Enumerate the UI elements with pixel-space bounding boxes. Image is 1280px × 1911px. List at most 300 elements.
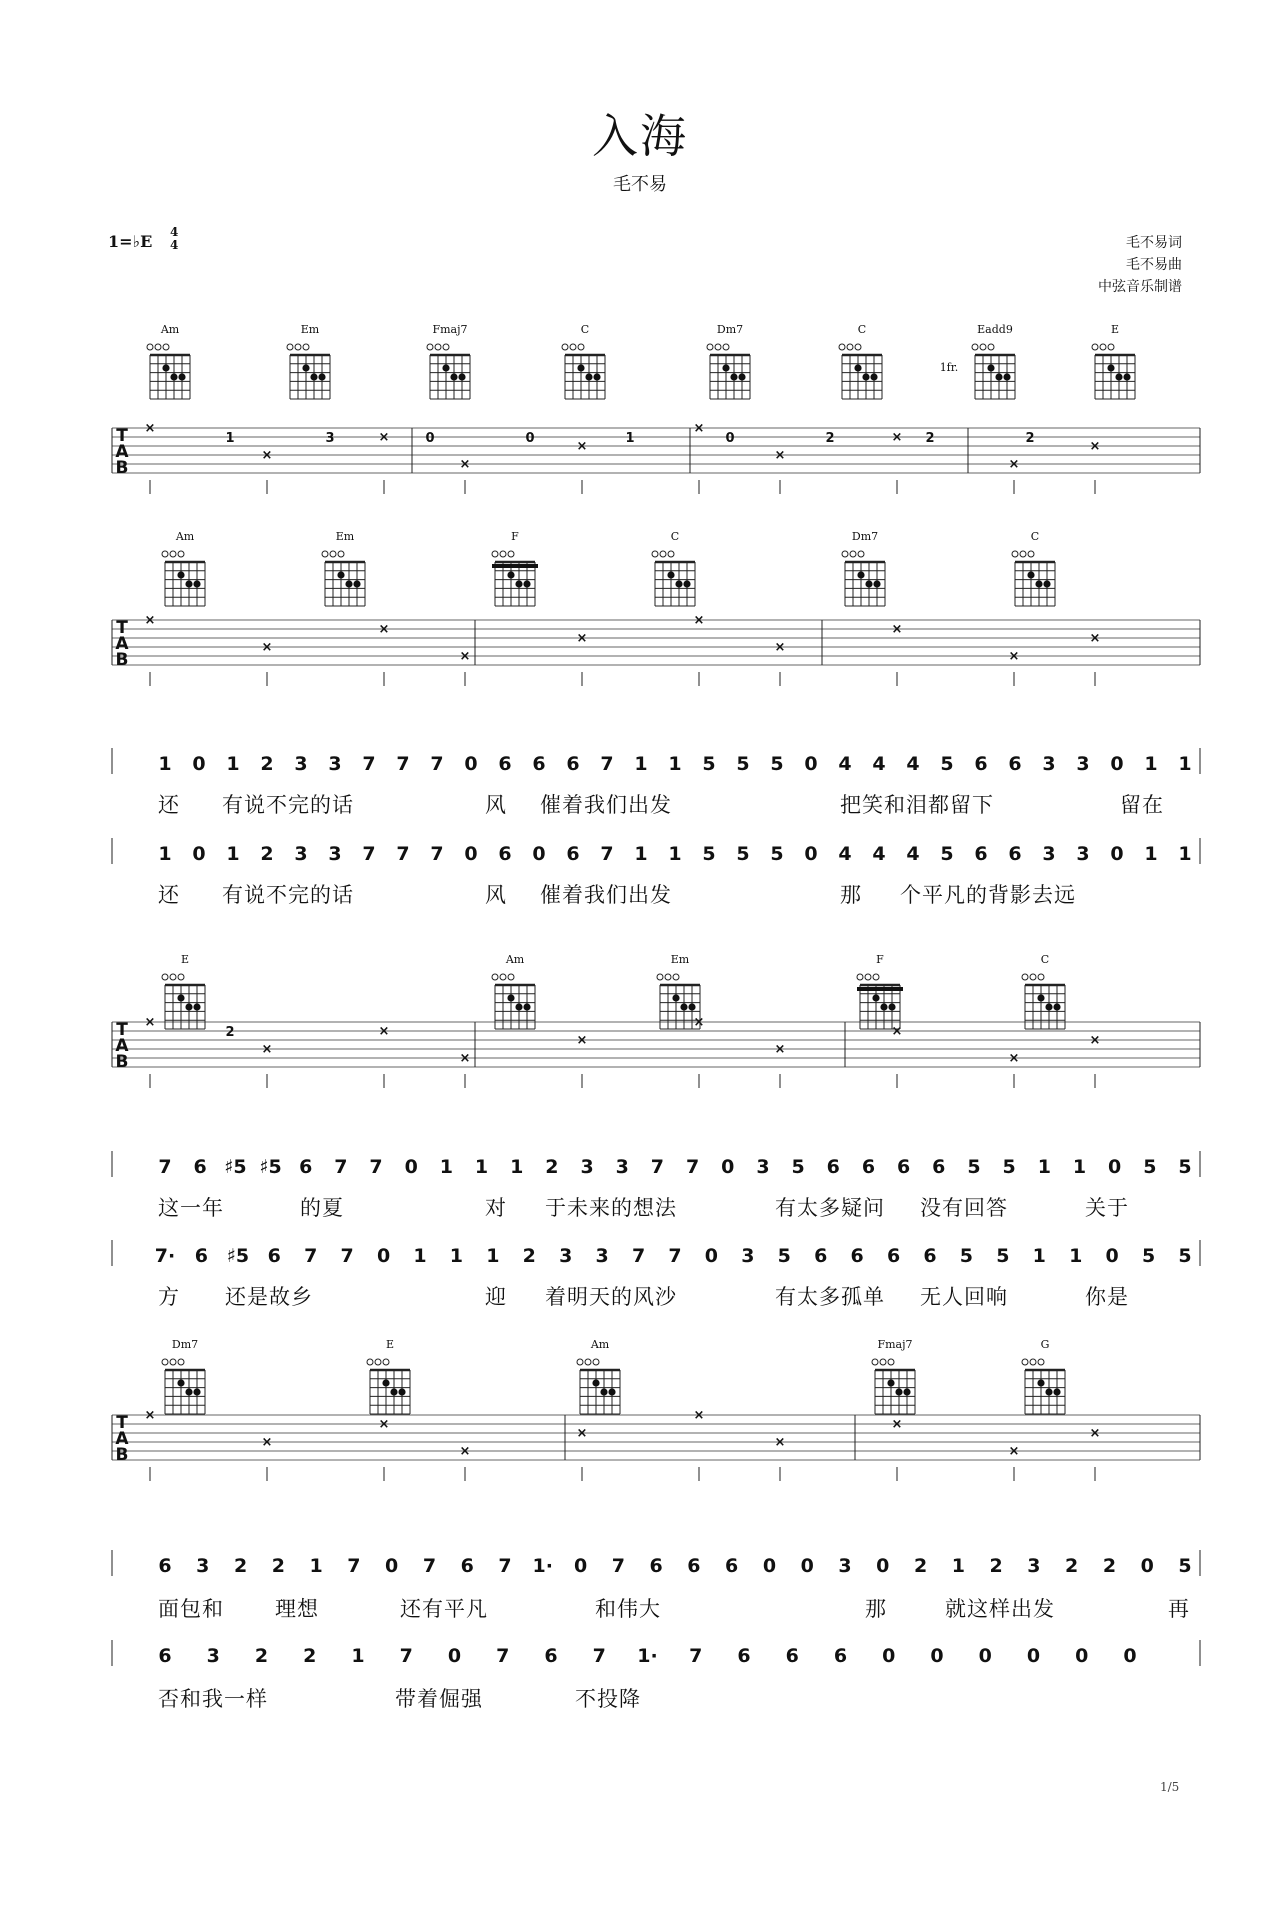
lyric-text: 把笑和泪都留下 bbox=[840, 793, 994, 817]
jianpu-note: 1 bbox=[1178, 843, 1192, 865]
jianpu-note: 4 bbox=[872, 753, 886, 775]
open-string-mark bbox=[1022, 1359, 1028, 1365]
finger-dot bbox=[722, 364, 729, 371]
chord-diagram bbox=[147, 323, 190, 399]
jianpu-note: 7 bbox=[600, 753, 614, 775]
open-string-mark bbox=[147, 344, 153, 350]
chord-diagram bbox=[857, 953, 903, 1029]
jianpu-note: 5 bbox=[1178, 1555, 1192, 1577]
chord-diagram bbox=[562, 323, 605, 399]
chord-name: Em bbox=[335, 530, 355, 543]
finger-dot bbox=[515, 1003, 522, 1010]
chord-diagram bbox=[1092, 323, 1135, 399]
jianpu-note: 0 bbox=[532, 843, 546, 865]
lyric-text: 催着我们出发 bbox=[540, 793, 672, 817]
open-string-mark bbox=[1092, 344, 1098, 350]
jianpu-note: 0 bbox=[1105, 1245, 1119, 1267]
tab-note: × bbox=[576, 1426, 588, 1441]
jianpu-note: 3 bbox=[615, 1156, 629, 1178]
lyrics-row2-line1 bbox=[158, 793, 1164, 817]
jianpu-note: 7 bbox=[369, 1156, 383, 1178]
open-string-mark bbox=[162, 1359, 168, 1365]
jianpu-note: 0 bbox=[1026, 1645, 1041, 1667]
jianpu-note: 1 bbox=[1178, 753, 1192, 775]
open-string-mark bbox=[972, 344, 978, 350]
lyric-text: 迎 bbox=[485, 1285, 507, 1309]
open-string-mark bbox=[1012, 551, 1018, 557]
tab-note: × bbox=[891, 1417, 903, 1432]
open-string-mark bbox=[980, 344, 986, 350]
tab-clef-t: T bbox=[116, 1020, 128, 1040]
lyric-text: 理想 bbox=[275, 1597, 319, 1621]
jianpu-note: 1 bbox=[1144, 843, 1158, 865]
open-string-mark bbox=[1022, 974, 1028, 980]
jianpu-note: 1 bbox=[634, 753, 648, 775]
jianpu-note: 3 bbox=[328, 843, 342, 865]
notation-row3-line1 bbox=[112, 1151, 1200, 1178]
lyric-text: 这一年 bbox=[158, 1196, 224, 1220]
open-string-mark bbox=[673, 974, 679, 980]
key-signature: 1=♭E bbox=[108, 232, 153, 251]
lyric-text: 再 bbox=[1168, 1597, 1190, 1621]
finger-dot bbox=[337, 571, 344, 578]
lyric-text: 有说不完的话 bbox=[222, 883, 354, 907]
chord-name: Dm7 bbox=[851, 530, 879, 543]
tab-note: × bbox=[774, 640, 786, 655]
lyric-text: 的夏 bbox=[300, 1196, 344, 1220]
finger-dot bbox=[1053, 1388, 1060, 1395]
tab-clef-t: T bbox=[116, 1413, 128, 1433]
jianpu-note: 5 bbox=[791, 1156, 805, 1178]
finger-dot bbox=[887, 1379, 894, 1386]
tab-note: × bbox=[144, 613, 156, 628]
jianpu-note: 1 bbox=[486, 1245, 500, 1267]
jianpu-note: 3 bbox=[559, 1245, 573, 1267]
lyrics-row4-line1 bbox=[158, 1597, 1190, 1621]
finger-dot bbox=[398, 1388, 405, 1395]
chord-name: Dm7 bbox=[716, 323, 744, 336]
jianpu-note: 5 bbox=[1143, 1156, 1157, 1178]
finger-dot bbox=[170, 373, 177, 380]
lyric-text: 还有平凡 bbox=[400, 1597, 488, 1621]
finger-dot bbox=[593, 373, 600, 380]
tab-digit: 0 bbox=[425, 431, 435, 446]
open-string-mark bbox=[162, 974, 168, 980]
lyrics-row2-line2 bbox=[158, 883, 1076, 907]
lyric-text: 和伟大 bbox=[595, 1597, 661, 1621]
lyricist-credit: 毛不易词 bbox=[1126, 235, 1182, 251]
jianpu-note: 3 bbox=[196, 1555, 210, 1577]
jianpu-note: 6 bbox=[498, 843, 512, 865]
jianpu-note: 7 bbox=[362, 843, 376, 865]
lyric-text: 风 bbox=[485, 793, 507, 817]
jianpu-note: 7 bbox=[396, 753, 410, 775]
finger-dot bbox=[738, 373, 745, 380]
lyric-text: 方 bbox=[158, 1285, 180, 1309]
finger-dot bbox=[310, 373, 317, 380]
lyric-text: 不投降 bbox=[575, 1687, 641, 1711]
jianpu-note: 6 bbox=[897, 1156, 911, 1178]
lyrics-row3-line1 bbox=[158, 1196, 1129, 1220]
chord-name: Am bbox=[160, 323, 180, 336]
lyric-text: 你是 bbox=[1085, 1285, 1129, 1309]
open-string-mark bbox=[839, 344, 845, 350]
finger-dot bbox=[577, 364, 584, 371]
jianpu-note: 3 bbox=[328, 753, 342, 775]
finger-dot bbox=[903, 1388, 910, 1395]
tab-digit: 3 bbox=[325, 431, 335, 446]
tab-note: × bbox=[261, 1042, 273, 1057]
tab-staff bbox=[112, 421, 1200, 494]
finger-dot bbox=[507, 994, 514, 1001]
tab-clef-b: B bbox=[115, 1445, 129, 1465]
lyrics-row3-line2 bbox=[158, 1285, 1129, 1309]
lyric-text: 有说不完的话 bbox=[222, 793, 354, 817]
jianpu-note: 7 bbox=[631, 1245, 646, 1267]
finger-dot bbox=[318, 373, 325, 380]
jianpu-note: 7 bbox=[399, 1645, 413, 1667]
jianpu-note: 0 bbox=[762, 1555, 777, 1577]
lyric-text: 有太多疑问 bbox=[775, 1196, 885, 1220]
jianpu-note: 4 bbox=[838, 753, 852, 775]
open-string-mark bbox=[500, 551, 506, 557]
tab-digit: 0 bbox=[725, 431, 735, 446]
jianpu-note: 6 bbox=[267, 1245, 281, 1267]
open-string-mark bbox=[322, 551, 328, 557]
jianpu-note: 0 bbox=[800, 1555, 814, 1577]
finger-dot bbox=[302, 364, 309, 371]
chord-diagram bbox=[492, 530, 538, 606]
jianpu-note: 4 bbox=[838, 843, 852, 865]
open-string-mark bbox=[1038, 974, 1044, 980]
jianpu-note: 2 bbox=[1065, 1555, 1079, 1577]
jianpu-note: 6 bbox=[1008, 753, 1022, 775]
open-string-mark bbox=[1038, 1359, 1044, 1365]
open-string-mark bbox=[665, 974, 671, 980]
open-string-mark bbox=[858, 551, 864, 557]
open-string-mark bbox=[500, 974, 506, 980]
time-signature-top: 4 bbox=[170, 225, 179, 239]
chord-name: C bbox=[580, 323, 590, 336]
tab-note: × bbox=[774, 448, 786, 463]
tab-note: × bbox=[891, 622, 903, 637]
jianpu-note: 2 bbox=[913, 1555, 928, 1577]
jianpu-note: 6 bbox=[974, 753, 988, 775]
jianpu-note: 6 bbox=[158, 1645, 172, 1667]
jianpu-note: 3 bbox=[595, 1245, 609, 1267]
lyric-text: 催着我们出发 bbox=[540, 883, 672, 907]
notation-row2-line2 bbox=[112, 838, 1200, 865]
jianpu-note: 3 bbox=[741, 1245, 755, 1267]
jianpu-note: 5 bbox=[702, 843, 716, 865]
open-string-mark bbox=[1030, 1359, 1036, 1365]
jianpu-note: 1 bbox=[1069, 1245, 1083, 1267]
jianpu-note: 1 bbox=[309, 1555, 323, 1577]
jianpu-note: 3 bbox=[580, 1156, 594, 1178]
finger-dot bbox=[730, 373, 737, 380]
tab-digit: 1 bbox=[625, 431, 635, 446]
jianpu-note: 6 bbox=[725, 1555, 739, 1577]
open-string-mark bbox=[715, 344, 721, 350]
jianpu-note: 7 bbox=[496, 1645, 510, 1667]
jianpu-note: 5 bbox=[959, 1245, 974, 1267]
jianpu-note: 5 bbox=[702, 753, 716, 775]
transcriber-credit: 中弦音乐制谱 bbox=[1098, 279, 1182, 295]
tab-note: × bbox=[378, 1024, 390, 1039]
jianpu-note: 6 bbox=[158, 1555, 172, 1577]
jianpu-note: 0 bbox=[1110, 843, 1124, 865]
jianpu-note: 6 bbox=[299, 1156, 313, 1178]
finger-dot bbox=[995, 373, 1002, 380]
jianpu-note: 2 bbox=[254, 1645, 269, 1667]
chord-name: C bbox=[670, 530, 680, 543]
open-string-mark bbox=[1030, 974, 1036, 980]
finger-dot bbox=[1037, 1379, 1044, 1386]
open-string-mark bbox=[338, 551, 344, 557]
open-string-mark bbox=[295, 344, 301, 350]
tab-digit: 2 bbox=[225, 1025, 235, 1040]
jianpu-note: 2 bbox=[260, 753, 274, 775]
open-string-mark bbox=[178, 1359, 184, 1365]
open-string-mark bbox=[508, 551, 514, 557]
jianpu-note: 7 bbox=[158, 1156, 172, 1178]
jianpu-note: 1 bbox=[668, 843, 682, 865]
tab-clef-b: B bbox=[115, 458, 129, 478]
tab-note: × bbox=[1089, 1033, 1101, 1048]
tab-note: × bbox=[378, 1417, 390, 1432]
tab-note: × bbox=[1008, 457, 1020, 472]
finger-dot bbox=[1035, 580, 1042, 587]
jianpu-note: 1· bbox=[637, 1645, 658, 1667]
jianpu-note: 5 bbox=[736, 753, 750, 775]
jianpu-note: 7 bbox=[422, 1555, 437, 1577]
finger-dot bbox=[1037, 994, 1044, 1001]
jianpu-note: 1 bbox=[1072, 1156, 1087, 1178]
open-string-mark bbox=[562, 344, 568, 350]
finger-dot bbox=[1043, 580, 1050, 587]
open-string-mark bbox=[1020, 551, 1026, 557]
tab-clef-b: B bbox=[115, 650, 129, 670]
finger-dot bbox=[1115, 373, 1122, 380]
chord-diagram bbox=[367, 1338, 410, 1414]
open-string-mark bbox=[857, 974, 863, 980]
jianpu-note: 0 bbox=[192, 843, 206, 865]
tab-note: × bbox=[774, 1042, 786, 1057]
open-string-mark bbox=[872, 1359, 878, 1365]
chord-diagram bbox=[162, 530, 205, 606]
finger-dot bbox=[688, 1003, 695, 1010]
jianpu-note: 6 bbox=[1008, 843, 1022, 865]
tab-note: × bbox=[378, 430, 390, 445]
tab-note: × bbox=[693, 1408, 705, 1423]
open-string-mark bbox=[880, 1359, 886, 1365]
open-string-mark bbox=[170, 1359, 176, 1365]
open-string-mark bbox=[570, 344, 576, 350]
jianpu-note: 7 bbox=[592, 1645, 606, 1667]
tab-staff bbox=[112, 1015, 1200, 1088]
jianpu-note: 6 bbox=[932, 1156, 946, 1178]
lyric-text: 那 bbox=[865, 1597, 887, 1621]
jianpu-note: 0 bbox=[1108, 1156, 1122, 1178]
jianpu-note: 1· bbox=[532, 1555, 554, 1577]
jianpu-note: 3 bbox=[1027, 1555, 1041, 1577]
jianpu-note: 3 bbox=[294, 753, 308, 775]
jianpu-note: 6 bbox=[814, 1245, 828, 1267]
chord-diagram bbox=[1022, 1338, 1065, 1414]
jianpu-note: 5 bbox=[770, 843, 784, 865]
finger-dot bbox=[345, 580, 352, 587]
lyric-text: 那 bbox=[840, 883, 862, 907]
open-string-mark bbox=[873, 974, 879, 980]
tab-note: × bbox=[144, 421, 156, 436]
jianpu-note: 0 bbox=[804, 753, 818, 775]
lyric-text: 无人回响 bbox=[920, 1285, 1008, 1309]
jianpu-note: 1 bbox=[474, 1156, 489, 1178]
open-string-mark bbox=[585, 1359, 591, 1365]
jianpu-note: 0 bbox=[978, 1645, 992, 1667]
jianpu-note: 3 bbox=[206, 1645, 220, 1667]
chord-name: C bbox=[1040, 953, 1050, 966]
jianpu-note: 0 bbox=[1075, 1645, 1089, 1667]
jianpu-note: 3 bbox=[1042, 753, 1056, 775]
open-string-mark bbox=[842, 551, 848, 557]
tab-digit: 2 bbox=[1025, 431, 1035, 446]
finger-dot bbox=[667, 571, 674, 578]
finger-dot bbox=[862, 373, 869, 380]
finger-dot bbox=[450, 373, 457, 380]
notation-row3-line2 bbox=[112, 1240, 1200, 1267]
jianpu-note: 7 bbox=[340, 1245, 354, 1267]
lyric-text: 着明天的风沙 bbox=[545, 1285, 677, 1309]
open-string-mark bbox=[367, 1359, 373, 1365]
finger-dot bbox=[870, 373, 877, 380]
jianpu-note: 5 bbox=[940, 753, 954, 775]
finger-dot bbox=[523, 580, 530, 587]
open-string-mark bbox=[723, 344, 729, 350]
jianpu-note: 6 bbox=[566, 753, 580, 775]
tab-note: × bbox=[1089, 1426, 1101, 1441]
jianpu-note: 4 bbox=[906, 753, 920, 775]
jianpu-note: 0 bbox=[930, 1645, 944, 1667]
finger-dot bbox=[162, 364, 169, 371]
chord-diagram bbox=[839, 323, 882, 399]
jianpu-note: 1 bbox=[1144, 753, 1158, 775]
finger-dot bbox=[880, 1003, 887, 1010]
jianpu-note: 1 bbox=[668, 753, 682, 775]
chord-name: E bbox=[180, 953, 190, 966]
tab-note: × bbox=[891, 1024, 903, 1039]
chord-name: Eadd9 bbox=[977, 323, 1013, 336]
jianpu-note: 3 bbox=[756, 1156, 770, 1178]
jianpu-note: 2 bbox=[271, 1555, 285, 1577]
open-string-mark bbox=[170, 974, 176, 980]
jianpu-note: 2 bbox=[522, 1245, 536, 1267]
jianpu-note: 6 bbox=[861, 1156, 876, 1178]
jianpu-note: 0 bbox=[1110, 753, 1124, 775]
finger-dot bbox=[178, 373, 185, 380]
lyric-text: 对 bbox=[485, 1196, 507, 1220]
tab-note: × bbox=[261, 448, 273, 463]
tab-staff bbox=[112, 1408, 1200, 1481]
open-string-mark bbox=[1100, 344, 1106, 350]
jianpu-note: 0 bbox=[404, 1156, 418, 1178]
finger-dot bbox=[895, 1388, 902, 1395]
jianpu-note: 0 bbox=[804, 843, 818, 865]
finger-dot bbox=[872, 994, 879, 1001]
jianpu-note: 3 bbox=[1042, 843, 1056, 865]
open-string-mark bbox=[178, 974, 184, 980]
jianpu-note: 7 bbox=[600, 843, 614, 865]
song-artist: 毛不易 bbox=[613, 174, 667, 195]
jianpu-note: 7 bbox=[304, 1245, 318, 1267]
finger-dot bbox=[865, 580, 872, 587]
chord-name: Am bbox=[590, 1338, 610, 1351]
chord-name: Am bbox=[175, 530, 195, 543]
jianpu-note: 7 bbox=[685, 1156, 700, 1178]
finger-dot bbox=[185, 1388, 192, 1395]
chord-diagram bbox=[1022, 953, 1065, 1029]
jianpu-note: 0 bbox=[376, 1245, 391, 1267]
open-string-mark bbox=[492, 974, 498, 980]
jianpu-note: 0 bbox=[876, 1555, 890, 1577]
finger-dot bbox=[515, 580, 522, 587]
tab-note: × bbox=[261, 640, 273, 655]
jianpu-note: ♯5 bbox=[226, 1245, 250, 1267]
jianpu-note: 1 bbox=[351, 1645, 365, 1667]
tab-note: × bbox=[576, 631, 588, 646]
tab-digit: 2 bbox=[825, 431, 835, 446]
lyric-text: 留在 bbox=[1120, 793, 1164, 817]
jianpu-note: 7 bbox=[689, 1645, 703, 1667]
barre-line bbox=[492, 564, 538, 568]
finger-dot bbox=[1053, 1003, 1060, 1010]
jianpu-note: 7 bbox=[668, 1245, 682, 1267]
tab-clef-a: A bbox=[115, 634, 129, 654]
finger-dot bbox=[523, 1003, 530, 1010]
finger-dot bbox=[608, 1388, 615, 1395]
open-string-mark bbox=[988, 344, 994, 350]
chord-name: C bbox=[1030, 530, 1040, 543]
chord-diagram bbox=[162, 953, 205, 1029]
jianpu-note: 1 bbox=[158, 843, 172, 865]
finger-dot bbox=[185, 580, 192, 587]
chord-diagram bbox=[872, 1338, 915, 1414]
lyric-text: 有太多孤单 bbox=[775, 1285, 885, 1309]
chord-name: Em bbox=[300, 323, 320, 336]
lyric-text: 于未来的想法 bbox=[545, 1196, 677, 1220]
open-string-mark bbox=[178, 551, 184, 557]
finger-dot bbox=[382, 1379, 389, 1386]
finger-dot bbox=[675, 580, 682, 587]
jianpu-note: 5 bbox=[1178, 1245, 1192, 1267]
jianpu-note: 0 bbox=[1140, 1555, 1154, 1577]
open-string-mark bbox=[865, 974, 871, 980]
notation-row4-line1 bbox=[112, 1550, 1200, 1577]
tab-note: × bbox=[1089, 439, 1101, 454]
jianpu-note: 7 bbox=[362, 753, 376, 775]
jianpu-note: 1 bbox=[226, 753, 240, 775]
open-string-mark bbox=[668, 551, 674, 557]
jianpu-note: 7· bbox=[154, 1245, 176, 1267]
jianpu-note: 3 bbox=[1076, 843, 1090, 865]
chord-name: E bbox=[1110, 323, 1120, 336]
jianpu-note: 2 bbox=[545, 1156, 559, 1178]
open-string-mark bbox=[1108, 344, 1114, 350]
chord-name: Am bbox=[505, 953, 525, 966]
tab-note: × bbox=[1089, 631, 1101, 646]
jianpu-note: 7 bbox=[430, 753, 444, 775]
tab-note: × bbox=[576, 1033, 588, 1048]
